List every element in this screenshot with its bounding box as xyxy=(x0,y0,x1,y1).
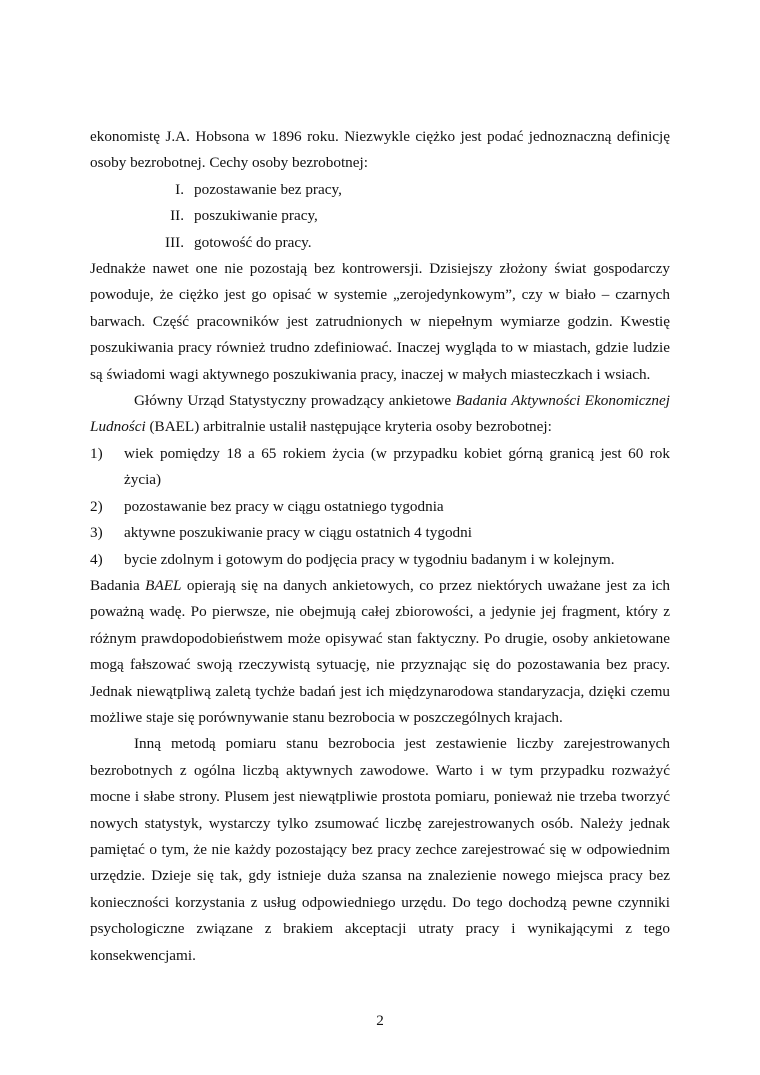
list-text: pozostawanie bez pracy, xyxy=(194,180,342,198)
numbered-criteria-list xyxy=(90,441,670,573)
list-item xyxy=(90,494,670,520)
intro-paragraph: ekonomistę J.A. Hobsona w 1896 roku. Niezwykle ciężko jest podać jednoznaczną definicję osoby bezrobotnej. Cechy osoby bezrobotnej: xyxy=(90,128,670,172)
roman-criteria-list xyxy=(90,177,670,256)
list-number: 4) xyxy=(90,550,103,568)
list-number: II. xyxy=(170,207,184,225)
list-text: pozostawanie bez pracy w ciągu ostatniego tygodnia xyxy=(124,497,444,515)
list-number: 1) xyxy=(90,444,103,462)
bael-text-after: opierają się na danych ankietowych, co przez niektórych uważane jest za ich poważną wadę. Po pierwsze, nie obejmują całej zbiorowości, a jedynie jej fragment, który z różnym prawdopodobieństwem może opisywać stan faktyczny. Po drugie, osoby ankietowane mogą fałszować swoją rzeczywistą sytuację, nie przyznając się do pozostawania bez pracy. Jednak niewątpliwą zaletą tychże badań jest ich międzynarodowa standaryzacja, dzięki czemu możliwe staje się porównywanie stanu bezrobocia w poszczególnych krajach. xyxy=(90,576,670,726)
bael-abbreviation: BAEL xyxy=(145,576,182,594)
list-number: III. xyxy=(165,233,184,251)
page-number: 2 xyxy=(376,1012,384,1029)
gus-paragraph xyxy=(90,388,670,441)
list-item xyxy=(90,177,670,203)
list-text: aktywne poszukiwanie pracy w ciągu ostatnich 4 tygodni xyxy=(124,524,472,542)
gus-text-after: (BAEL) arbitralnie ustalił następujące kryteria osoby bezrobotnej: xyxy=(145,418,552,436)
controversy-paragraph: Jednakże nawet one nie pozostają bez kontrowersji. Dzisiejszy złożony świat gospodarczy powoduje, że ciężko jest go opisać w systemie „zerojedynkowym”, czy w biało – czarnych barwach. Część pracowników jest zatrudnionych w niepełnym wymiarze godzin. Kwestię poszukiwania pracy również trudno zdefiniować. Inaczej wygląda to w miastach, gdzie ludzie są świadomi wagi aktywnego poszukiwania pracy, inaczej w małych miasteczkach i wsiach. xyxy=(90,260,670,383)
list-text: gotowość do pracy. xyxy=(194,233,312,251)
gus-text-before: Główny Urząd Statystyczny prowadzący ankietowe xyxy=(134,392,456,410)
list-number: 3) xyxy=(90,524,103,542)
bael-paragraph xyxy=(90,573,670,731)
list-number: I. xyxy=(175,180,184,198)
list-text: poszukiwanie pracy, xyxy=(194,207,318,225)
list-item xyxy=(90,203,670,229)
list-item xyxy=(90,230,670,256)
body-text xyxy=(90,124,670,969)
list-item xyxy=(90,520,670,546)
list-text: bycie zdolnym i gotowym do podjęcia pracy w tygodniu badanym i w kolejnym. xyxy=(124,550,615,568)
bael-text-before: Badania xyxy=(90,576,146,594)
list-item xyxy=(90,441,670,494)
list-text: wiek pomiędzy 18 a 65 rokiem życia (w przypadku kobiet górną granicą jest 60 rok życia) xyxy=(124,444,670,489)
list-number: 2) xyxy=(90,497,103,515)
list-item xyxy=(90,547,670,573)
method-paragraph: Inną metodą pomiaru stanu bezrobocia jest zestawienie liczby zarejestrowanych bezrobotnych z ogólna liczbą aktywnych zawodowe. Warto i w tym przypadku rozważyć mocne i słabe strony. Plusem jest niewątpliwie prostota pomiaru, ponieważ nie trzeba tworzyć nowych statystyk, wystarczy tylko zsumować liczbę zarejestrowanych osób. Należy jednak pamiętać o tym, że nie każdy pozostający bez pracy zechce zarejestrować się w odpowiednim urzędzie. Dzieje się tak, gdy istnieje duża szansa na znalezienie nowego miejsca pracy bez konieczności korzystania z usług odpowiedniego urzędu. Do tego dochodzą pewne czynniki psychologiczne związane z brakiem akceptacji utraty pracy i wynikającymi z tego konsekwencjami. xyxy=(90,735,670,964)
survey-name: Badania Aktywności Ekonomicznej Ludności xyxy=(90,392,670,436)
